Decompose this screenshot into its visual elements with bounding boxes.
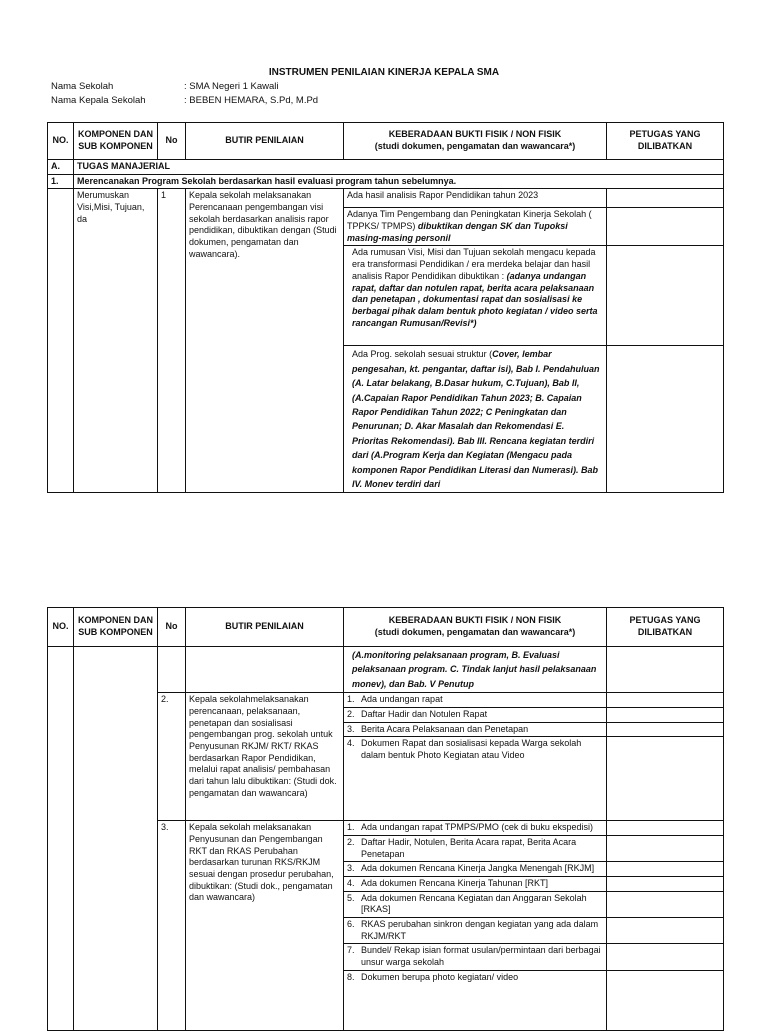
assessment-table-2	[47, 607, 724, 1031]
petugas-4	[607, 346, 724, 493]
petugas-b3-1	[607, 821, 724, 836]
section-a-row	[48, 160, 724, 175]
b2-text: Kepala sekolahmelaksanakan perencanaan, pelaksanaan, penetapan dan sosialisasi pengembangan prog. sekolah untuk Penyusunan RKJM/ RKT/ RKAS berdasarkan Rapor Pendidikan, melalui rapat analisis/ pembahasan dari tahun lalu dibuktikan: (Studi dok. pengamatan dan wawancara)	[186, 693, 344, 821]
table-header-row	[48, 123, 724, 160]
b2-item-num: 2.	[347, 708, 355, 719]
b3-item-text: Dokumen berupa photo kegiatan/ video	[361, 971, 519, 982]
header-butir: BUTIR PENILAIAN	[186, 608, 344, 647]
b2-item-num: 3.	[347, 723, 355, 734]
petugas-b2-2	[607, 707, 724, 722]
komponen-cell: Merumuskan Visi,Misi, Tujuan, da	[74, 189, 158, 493]
b3-text: Kepala sekolah melaksanakan Penyusunan dan Pengembangan RKT dan RKAS Perubahan berdasarkan turunan RKS/RKJM sesuai dengan prosedur perubahan, dibuktikan: (Studi dok., pengamatan dan wawancara)	[186, 821, 344, 1031]
evidence-row-1	[48, 189, 724, 208]
b3-item-num: 3.	[347, 863, 355, 874]
header-no: NO.	[48, 123, 74, 160]
b2-item-num: 1.	[347, 694, 355, 705]
table-header-row	[48, 608, 724, 647]
b2-item	[344, 693, 607, 708]
continuation-row	[48, 647, 724, 693]
header-petugas: PETUGAS YANG DILIBATKAN	[607, 123, 724, 160]
b3-item-num: 8.	[347, 971, 355, 982]
header-keberadaan	[344, 608, 607, 647]
evidence-3-plain: Ada rumusan Visi, Misi dan Tujuan sekolah mengacu kepada era transformasi Pendidikan / era merdeka belajar dan hasil analisis Rapor Pendidikan dibuktikan :	[352, 247, 596, 281]
evidence-3	[344, 246, 607, 346]
header-keberadaan-line2: (studi dokumen, pengamatan dan wawancara*)	[374, 141, 576, 151]
b3-item	[344, 876, 607, 891]
b3-item-text: Ada dokumen Rencana Kinerja Jangka Menengah [RKJM]	[361, 863, 595, 874]
b2-item-num: 4.	[347, 738, 355, 749]
section-a-label: TUGAS MANAJERIAL	[74, 160, 724, 175]
b2-item-text: Dokumen Rapat dan sosialisasi kepada Warga sekolah dalam bentuk Photo Kegiatan atau Video	[361, 738, 582, 760]
school-name-label: Nama Sekolah	[51, 81, 114, 92]
evidence-1: Ada hasil analisis Rapor Pendidikan tahun 2023	[344, 189, 607, 208]
butir-text-cell: Kepala sekolah melaksanakan Perencanaan pengembangan visi sekolah berdasarkan analisis rapor pendidikan, dibuktikan dengan (Studi dokumen, pengamatan dan wawancara).	[186, 189, 344, 493]
b3-item-num: 1.	[347, 822, 355, 833]
program-row	[48, 174, 724, 189]
petugas-b2-3	[607, 722, 724, 737]
b3-item-num: 5.	[347, 892, 355, 903]
evidence-4	[344, 346, 607, 493]
header-butir: BUTIR PENILAIAN	[186, 123, 344, 160]
header-no: NO.	[48, 608, 74, 647]
document-title: INSTRUMEN PENILAIAN KINERJA KEPALA SMA	[268, 67, 500, 78]
header-petugas: PETUGAS YANG DILIBATKAN	[607, 608, 724, 647]
petugas-b3-3	[607, 862, 724, 877]
school-name-value: : SMA Negeri 1 Kawali	[184, 81, 279, 92]
b2-item-text: Ada undangan rapat	[361, 694, 443, 705]
b3-no: 3.	[158, 821, 186, 1031]
program-row-label: Merencanakan Program Sekolah berdasarkan hasil evaluasi program tahun sebelumnya.	[74, 174, 724, 189]
b2-item-text: Daftar Hadir dan Notulen Rapat	[361, 708, 488, 719]
b3-item	[344, 821, 607, 836]
b3-item-text: Ada dokumen Rencana Kinerja Tahunan [RKT]	[361, 877, 548, 888]
evidence-2-plain: Adanya Tim Pengembang dan Peningkatan Kinerja Sekolah ( TPPKS/ TPMPS)	[347, 209, 592, 232]
b3-item-text: Ada dokumen Rencana Kegiatan dan Anggaran Sekolah [RKAS]	[361, 892, 587, 915]
b3-item-num: 2.	[347, 836, 355, 847]
b3-item	[344, 918, 607, 944]
evidence-4-plain: Ada Prog. sekolah sesuai struktur (	[352, 349, 493, 360]
header-no2: No	[158, 608, 186, 647]
b3-item-num: 7.	[347, 945, 355, 956]
b3-item-text: Bundel/ Rekap isian format usulan/permintaan dari berbagai unsur warga sekolah	[361, 945, 601, 968]
principal-name-row	[51, 95, 318, 107]
petugas-b3-7	[607, 944, 724, 970]
b2-item	[344, 737, 607, 821]
b3-item-text: Ada undangan rapat TPMPS/PMO (cek di buku ekspedisi)	[361, 822, 593, 833]
b2-item	[344, 722, 607, 737]
section-a-no: A.	[48, 160, 74, 175]
b3-item-text: Daftar Hadir, Notulen, Berita Acara rapat, Berita Acara Penetapan	[361, 836, 577, 859]
evidence-4-emphasis: Cover, lembar pengesahan, kt. pengantar, daftar isi), Bab I. Pendahuluan (A. Latar belakang, B.Dasar hukum, C.Tujuan), Bab II, (A.Capaian Rapor Pendidikan Tahun 2023; B. Capaian Rapor Pendidikan Tahun 2022; C Peningkatan dan Penurunan; D. Akar Masalah dan Rekomendasi E. Prioritas Rekomendasi). Bab III. Rencana kegiatan terdiri dari (A.Program Kerja dan Kegiatan (Mengacu pada komponen Rapor Pendidikan Literasi dan Numerasi). Bab IV. Monev terdiri dari	[352, 349, 600, 489]
evidence-continuation: (A.monitoring pelaksanaan program, B. Evaluasi pelaksanaan program. C. Tindak lanjut hasil pelaksanaan monev), dan Bab. V Penutup	[344, 647, 607, 693]
petugas-b3-4	[607, 876, 724, 891]
petugas-b2-4	[607, 737, 724, 821]
b3-item	[344, 970, 607, 1030]
petugas-cont	[607, 647, 724, 693]
principal-name-value: : BEBEN HEMARA, S.Pd, M.Pd	[184, 95, 319, 106]
school-name-row	[51, 81, 279, 93]
program-row-no: 1.	[48, 174, 74, 189]
header-komponen: KOMPONEN DAN SUB KOMPONEN	[74, 608, 158, 647]
row-no-empty	[48, 647, 74, 1031]
header-keberadaan-line1: KEBERADAAN BUKTI FISIK / NON FISIK	[388, 129, 562, 140]
header-keberadaan-line2: (studi dokumen, pengamatan dan wawancara*)	[374, 627, 576, 637]
header-no2: No	[158, 123, 186, 160]
header-keberadaan-line1: KEBERADAAN BUKTI FISIK / NON FISIK	[388, 615, 562, 626]
b3-item-num: 6.	[347, 919, 355, 930]
petugas-3	[607, 246, 724, 346]
header-komponen: KOMPONEN DAN SUB KOMPONEN	[74, 123, 158, 160]
b2-no: 2.	[158, 693, 186, 821]
butir-no-empty	[158, 647, 186, 693]
evidence-3-emphasis: (adanya undangan rapat, daftar dan notulen rapat, berita acara pelaksanaan dan penetapan , dokumentasi rapat dan sosialisasi ke berbagai pihak dalam bentuk photo kegiatan / video serta rancangan Rumusan/Revisi*)	[352, 270, 598, 328]
b3-item-text: RKAS perubahan sinkron dengan kegiatan yang ada dalam RKJM/RKT	[361, 919, 599, 941]
butir-text-empty	[186, 647, 344, 693]
petugas-2	[607, 208, 724, 246]
petugas-b3-2	[607, 835, 724, 861]
b3-item	[344, 835, 607, 861]
b3-item	[344, 862, 607, 877]
butir-no-cell: 1	[158, 189, 186, 493]
petugas-b2-1	[607, 693, 724, 708]
evidence-2-emphasis: dibuktikan dengan SK dan Tupoksi masing-masing personil	[347, 221, 568, 243]
petugas-1	[607, 189, 724, 208]
petugas-b3-5	[607, 891, 724, 917]
evidence-2	[344, 208, 607, 246]
b2-item-text: Berita Acara Pelaksanaan dan Penetapan	[361, 723, 529, 734]
b3-item-num: 4.	[347, 877, 355, 888]
komponen-empty	[74, 647, 158, 1031]
row-no-empty	[48, 189, 74, 493]
b3-item	[344, 944, 607, 970]
assessment-table-1	[47, 122, 724, 493]
header-keberadaan	[344, 123, 607, 160]
b3-item	[344, 891, 607, 917]
b2-item	[344, 707, 607, 722]
petugas-b3-8	[607, 970, 724, 1030]
principal-name-label: Nama Kepala Sekolah	[51, 95, 146, 106]
petugas-b3-6	[607, 918, 724, 944]
